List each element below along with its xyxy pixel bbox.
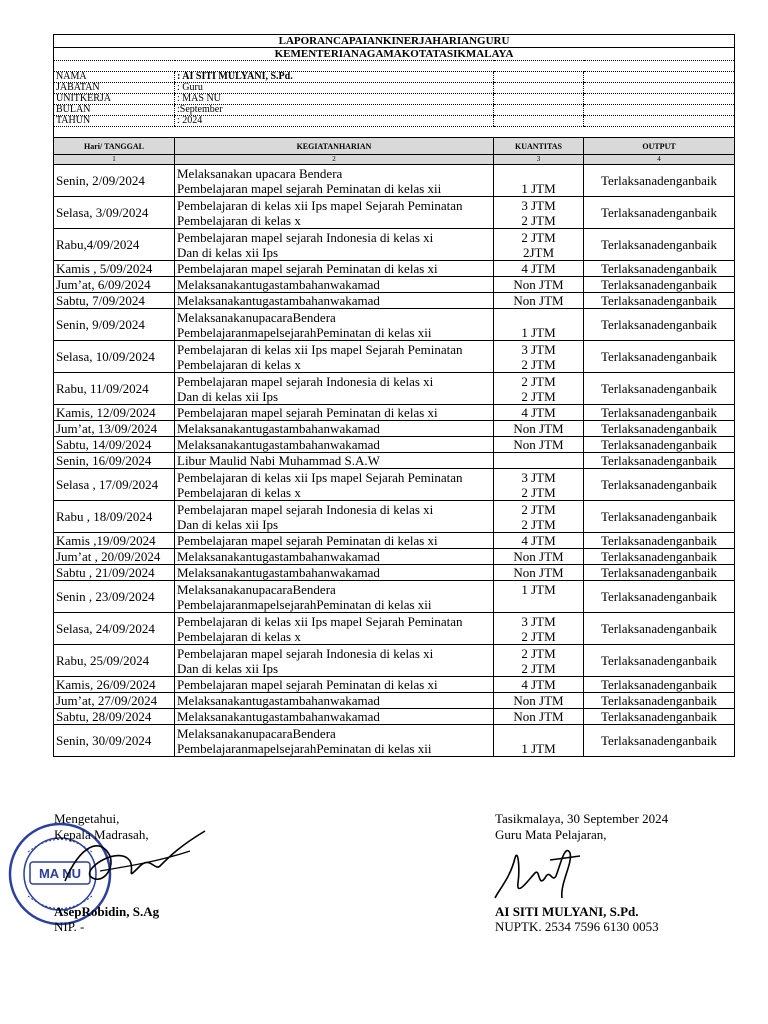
acknowledged-label: Mengetahui, <box>54 811 120 826</box>
quantity-cell <box>494 261 584 277</box>
teacher-name: AI SITI MULYANI, S.Pd. <box>495 904 639 919</box>
output-cell: Terlaksanadenganbaik <box>584 645 735 677</box>
info-value: : Guru <box>175 83 494 94</box>
table-row <box>54 437 735 453</box>
info-label: UNITKERJA <box>54 94 175 105</box>
table-row <box>54 453 735 469</box>
activity-cell <box>175 309 494 341</box>
quantity-cell <box>494 341 584 373</box>
activity-text: Pembelajaran di kelas x <box>177 628 301 644</box>
activity-text: Pembelajaran mapel sejarah Peminatan di kelas xi <box>177 405 438 420</box>
quantity-text: 4 JTM <box>521 533 556 548</box>
info-row <box>54 72 735 83</box>
quantity-text <box>496 166 581 181</box>
report-title: LAPORANCAPAIANKINERJAHARIANGURU <box>54 35 735 48</box>
activity-cell <box>175 709 494 725</box>
activity-text: Melaksanakantugastambahanwakamad <box>177 709 380 724</box>
quantity-text <box>496 453 581 468</box>
column-number-row <box>54 155 735 165</box>
report-sheet <box>53 34 734 757</box>
col-number: 3 <box>494 155 584 165</box>
quantity-text: 2 JTM <box>521 501 556 517</box>
output-cell: Terlaksanadenganbaik <box>584 613 735 645</box>
table-row <box>54 421 735 437</box>
principal-id: NIP. - <box>54 919 85 934</box>
quantity-cell <box>494 453 584 469</box>
quantity-text: Non JTM <box>513 293 564 308</box>
table-row <box>54 549 735 565</box>
info-label: NAMA <box>54 72 175 83</box>
activity-text: Melaksanakantugastambahanwakamad <box>177 437 380 452</box>
quantity-text: 2JTM <box>522 244 555 260</box>
output-cell: Terlaksanadenganbaik <box>584 453 735 469</box>
output-cell: Terlaksanadenganbaik <box>584 469 735 501</box>
date-cell: Kamis, 12/09/2024 <box>54 405 175 421</box>
table-row <box>54 677 735 693</box>
quantity-text: Non JTM <box>513 709 564 724</box>
employee-info <box>54 72 735 127</box>
quantity-cell <box>494 165 584 197</box>
date-cell: Kamis, 26/09/2024 <box>54 677 175 693</box>
info-value: : AI SITI MULYANI, S.Pd. <box>175 72 494 83</box>
teacher-id: NUPTK. 2534 7596 6130 0053 <box>495 919 659 934</box>
quantity-cell <box>494 277 584 293</box>
activity-cell <box>175 501 494 533</box>
output-cell: Terlaksanadenganbaik <box>584 677 735 693</box>
activity-text: PembelajaranmapelsejarahPeminatan di kelas xii <box>177 740 432 756</box>
quantity-cell <box>494 533 584 549</box>
info-label: JABATAN <box>54 83 175 94</box>
activity-cell <box>175 549 494 565</box>
info-value: : 2024 <box>175 116 494 127</box>
activity-cell <box>175 165 494 197</box>
output-cell: Terlaksanadenganbaik <box>584 533 735 549</box>
activity-text: Pembelajaran di kelas xii Ips mapel Sejarah Peminatan <box>177 613 463 629</box>
date-cell: Jum’at, 13/09/2024 <box>54 421 175 437</box>
quantity-text: 4 JTM <box>521 261 556 276</box>
quantity-text: 3 JTM <box>521 613 556 629</box>
output-cell: Terlaksanadenganbaik <box>584 165 735 197</box>
output-cell: Terlaksanadenganbaik <box>584 709 735 725</box>
info-value: : MAS NU <box>175 94 494 105</box>
activity-cell <box>175 341 494 373</box>
quantity-text: 2 JTM <box>521 388 556 404</box>
activity-cell <box>175 565 494 581</box>
activity-text: MelaksanakanupacaraBendera <box>177 581 336 597</box>
quantity-cell <box>494 501 584 533</box>
quantity-text: Non JTM <box>513 693 564 708</box>
quantity-text: Non JTM <box>513 437 564 452</box>
output-cell: Terlaksanadenganbaik <box>584 197 735 229</box>
output-cell: Terlaksanadenganbaik <box>584 581 735 613</box>
activity-cell <box>175 277 494 293</box>
output-cell: Terlaksanadenganbaik <box>584 229 735 261</box>
activity-cell <box>175 613 494 645</box>
quantity-text: 2 JTM <box>521 645 556 661</box>
output-cell: Terlaksanadenganbaik <box>584 565 735 581</box>
activity-rows <box>54 165 735 757</box>
quantity-text: 2 JTM <box>521 660 556 676</box>
activity-cell <box>175 453 494 469</box>
activity-text: Pembelajaran mapel sejarah Indonesia di kelas xi <box>177 373 434 389</box>
activity-text: Pembelajaran mapel sejarah Peminatan di kelas xi <box>177 533 438 548</box>
activity-cell <box>175 645 494 677</box>
activity-text: Pembelajaran di kelas x <box>177 484 301 500</box>
quantity-text: 2 JTM <box>521 516 556 532</box>
quantity-text: Non JTM <box>513 565 564 580</box>
table-row <box>54 709 735 725</box>
quantity-cell <box>494 309 584 341</box>
table-row <box>54 309 735 341</box>
output-cell: Terlaksanadenganbaik <box>584 405 735 421</box>
activity-text: Pembelajaran di kelas xii Ips mapel Sejarah Peminatan <box>177 469 463 485</box>
activity-text: Melaksanakantugastambahanwakamad <box>177 565 380 580</box>
activity-text: MelaksanakanupacaraBendera <box>177 725 336 741</box>
output-cell: Terlaksanadenganbaik <box>584 261 735 277</box>
quantity-text: 1 JTM <box>521 740 556 756</box>
date-cell: Selasa, 24/09/2024 <box>54 613 175 645</box>
activity-cell <box>175 469 494 501</box>
date-cell: Senin, 2/09/2024 <box>54 165 175 197</box>
table-row <box>54 261 735 277</box>
table-row <box>54 277 735 293</box>
quantity-text: 3 JTM <box>521 197 556 213</box>
activity-text: Melaksanakantugastambahanwakamad <box>177 549 380 564</box>
quantity-cell <box>494 613 584 645</box>
output-cell: Terlaksanadenganbaik <box>584 373 735 405</box>
quantity-text: 2 JTM <box>521 628 556 644</box>
date-cell: Sabtu, 28/09/2024 <box>54 709 175 725</box>
activity-text: Dan di kelas xii Ips <box>177 244 279 260</box>
quantity-text: Non JTM <box>513 277 564 292</box>
activity-text: Pembelajaran mapel sejarah Peminatan di kelas xi <box>177 261 438 276</box>
quantity-cell <box>494 565 584 581</box>
col-number: 2 <box>175 155 494 165</box>
teacher-title: Guru Mata Pelajaran, <box>495 827 607 842</box>
date-cell: Rabu,4/09/2024 <box>54 229 175 261</box>
activity-text: Pembelajaran di kelas xii Ips mapel Sejarah Peminatan <box>177 341 463 357</box>
activity-text: Pembelajaran mapel sejarah Peminatan di kelas xii <box>177 180 442 196</box>
date-cell: Jum’at, 6/09/2024 <box>54 277 175 293</box>
date-cell: Jum’at, 27/09/2024 <box>54 693 175 709</box>
activity-cell <box>175 197 494 229</box>
activity-text: Melaksanakantugastambahanwakamad <box>177 421 380 436</box>
quantity-text: 3 JTM <box>521 341 556 357</box>
activity-cell <box>175 229 494 261</box>
info-label: TAHUN <box>54 116 175 127</box>
activity-text: Pembelajaran mapel sejarah Indonesia di kelas xi <box>177 501 434 517</box>
column-header-row <box>54 138 735 155</box>
col-activity-header: KEGIATANHARIAN <box>175 138 494 155</box>
output-cell: Terlaksanadenganbaik <box>584 725 735 757</box>
activity-text: Dan di kelas xii Ips <box>177 516 279 532</box>
table-row <box>54 373 735 405</box>
date-cell: Rabu, 11/09/2024 <box>54 373 175 405</box>
table-row <box>54 533 735 549</box>
activity-text: Pembelajaran mapel sejarah Peminatan di kelas xi <box>177 677 438 692</box>
quantity-text: 3 JTM <box>521 469 556 485</box>
info-row <box>54 116 735 127</box>
quantity-text: 2 JTM <box>521 373 556 389</box>
table-row <box>54 501 735 533</box>
report-table <box>53 34 735 757</box>
activity-text: PembelajaranmapelsejarahPeminatan di kelas xii <box>177 324 432 340</box>
quantity-cell <box>494 293 584 309</box>
activity-cell <box>175 725 494 757</box>
table-row <box>54 165 735 197</box>
activity-text: Pembelajaran di kelas x <box>177 212 301 228</box>
activity-cell <box>175 677 494 693</box>
activity-text: MelaksanakanupacaraBendera <box>177 309 336 325</box>
activity-text: Melaksanakantugastambahanwakamad <box>177 277 380 292</box>
table-row <box>54 341 735 373</box>
quantity-text: 1 JTM <box>521 324 556 340</box>
activity-cell <box>175 581 494 613</box>
col-number: 1 <box>54 155 175 165</box>
table-row <box>54 581 735 613</box>
place-date: Tasikmalaya, 30 September 2024 <box>495 811 669 826</box>
principal-name: AsepRobidin, S.Ag <box>54 904 160 919</box>
info-label: BULAN <box>54 105 175 116</box>
quantity-cell <box>494 373 584 405</box>
quantity-cell <box>494 677 584 693</box>
activity-text: Dan di kelas xii Ips <box>177 660 279 676</box>
date-cell: Sabtu, 14/09/2024 <box>54 437 175 453</box>
quantity-text <box>496 726 581 741</box>
activity-text: Melaksanakantugastambahanwakamad <box>177 293 380 308</box>
quantity-text: 1 JTM <box>521 180 556 196</box>
col-output-header: OUTPUT <box>584 138 735 155</box>
quantity-cell <box>494 693 584 709</box>
activity-cell <box>175 293 494 309</box>
table-row <box>54 565 735 581</box>
activity-text: Libur Maulid Nabi Muhammad S.A.W <box>177 453 380 468</box>
quantity-cell <box>494 405 584 421</box>
table-row <box>54 469 735 501</box>
teacher-signature <box>490 838 585 908</box>
table-row <box>54 405 735 421</box>
quantity-cell <box>494 645 584 677</box>
quantity-cell <box>494 469 584 501</box>
quantity-text: 2 JTM <box>521 356 556 372</box>
table-row <box>54 645 735 677</box>
activity-text: Pembelajaran mapel sejarah Indonesia di kelas xi <box>177 645 434 661</box>
quantity-text: 2 JTM <box>521 484 556 500</box>
quantity-text: 4 JTM <box>521 405 556 420</box>
table-row <box>54 613 735 645</box>
quantity-cell <box>494 421 584 437</box>
output-cell: Terlaksanadenganbaik <box>584 693 735 709</box>
activity-text: Pembelajaran di kelas x <box>177 356 301 372</box>
quantity-text: Non JTM <box>513 421 564 436</box>
quantity-cell <box>494 709 584 725</box>
quantity-text <box>496 597 581 612</box>
activity-text: Dan di kelas xii Ips <box>177 388 279 404</box>
report-subtitle: KEMENTERIANAGAMAKOTATASIKMALAYA <box>54 48 735 61</box>
activity-text: Melaksanakantugastambahanwakamad <box>177 693 380 708</box>
output-cell: Terlaksanadenganbaik <box>584 277 735 293</box>
quantity-text: 2 JTM <box>521 229 556 245</box>
table-row <box>54 293 735 309</box>
activity-cell <box>175 437 494 453</box>
quantity-cell <box>494 229 584 261</box>
activity-text: PembelajaranmapelsejarahPeminatan di kelas xii <box>177 596 432 612</box>
col-number: 4 <box>584 155 735 165</box>
output-cell: Terlaksanadenganbaik <box>584 421 735 437</box>
quantity-text: 2 JTM <box>521 212 556 228</box>
output-cell: Terlaksanadenganbaik <box>584 549 735 565</box>
quantity-text: 1 JTM <box>521 581 556 597</box>
activity-text: Melaksanakan upacara Bendera <box>177 165 343 181</box>
output-cell: Terlaksanadenganbaik <box>584 501 735 533</box>
quantity-cell <box>494 197 584 229</box>
date-cell: Senin , 23/09/2024 <box>54 581 175 613</box>
date-cell: Sabtu , 21/09/2024 <box>54 565 175 581</box>
table-row <box>54 197 735 229</box>
info-row <box>54 94 735 105</box>
date-cell: Senin, 9/09/2024 <box>54 309 175 341</box>
quantity-cell <box>494 581 584 613</box>
output-cell: Terlaksanadenganbaik <box>584 341 735 373</box>
activity-cell <box>175 533 494 549</box>
quantity-text <box>496 310 581 325</box>
date-cell: Selasa, 10/09/2024 <box>54 341 175 373</box>
date-cell: Rabu, 25/09/2024 <box>54 645 175 677</box>
info-value: :September <box>175 105 494 116</box>
date-cell: Senin, 30/09/2024 <box>54 725 175 757</box>
date-cell: Selasa , 17/09/2024 <box>54 469 175 501</box>
quantity-cell <box>494 549 584 565</box>
date-cell: Jum’at , 20/09/2024 <box>54 549 175 565</box>
stamp-label: MA NU <box>38 866 82 881</box>
date-cell: Sabtu, 7/09/2024 <box>54 293 175 309</box>
activity-cell <box>175 693 494 709</box>
date-cell: Selasa, 3/09/2024 <box>54 197 175 229</box>
principal-title: Kepala Madrasah, <box>54 827 149 842</box>
quantity-text: Non JTM <box>513 549 564 564</box>
col-date-header: Hari/ TANGGAL <box>54 138 175 155</box>
activity-cell <box>175 405 494 421</box>
date-cell: Kamis ,19/09/2024 <box>54 533 175 549</box>
output-cell: Terlaksanadenganbaik <box>584 293 735 309</box>
activity-cell <box>175 373 494 405</box>
date-cell: Senin, 16/09/2024 <box>54 453 175 469</box>
quantity-text: 4 JTM <box>521 677 556 692</box>
activity-cell <box>175 421 494 437</box>
info-row <box>54 83 735 94</box>
table-row <box>54 229 735 261</box>
date-cell: Rabu , 18/09/2024 <box>54 501 175 533</box>
col-quantity-header: KUANTITAS <box>494 138 584 155</box>
activity-cell <box>175 261 494 277</box>
activity-text: Pembelajaran di kelas xii Ips mapel Sejarah Peminatan <box>177 197 463 213</box>
table-row <box>54 693 735 709</box>
date-cell: Kamis , 5/09/2024 <box>54 261 175 277</box>
info-row <box>54 105 735 116</box>
output-cell: Terlaksanadenganbaik <box>584 437 735 453</box>
output-cell: Terlaksanadenganbaik <box>584 309 735 341</box>
quantity-cell <box>494 725 584 757</box>
table-row <box>54 725 735 757</box>
quantity-cell <box>494 437 584 453</box>
activity-text: Pembelajaran mapel sejarah Indonesia di kelas xi <box>177 229 434 245</box>
